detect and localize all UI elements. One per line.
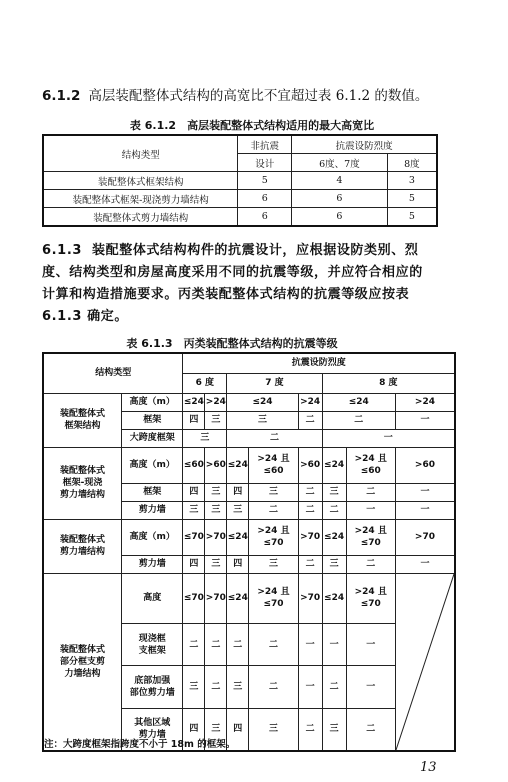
cell: ≤60: [183, 447, 205, 483]
cell: ≤24: [322, 447, 346, 483]
header-design: 设计: [238, 154, 292, 172]
cell: >24 且 ≤70: [346, 573, 395, 623]
cell: 一: [322, 429, 455, 447]
cell: 5: [238, 172, 292, 190]
table-6-1-2: [42, 134, 438, 227]
cell: 三: [205, 555, 227, 573]
cell: 4: [292, 172, 388, 190]
row-label: 其他区域 剪力墙: [122, 708, 183, 750]
cell: 二: [322, 501, 346, 519]
cell: 二: [227, 623, 249, 665]
row-label: 高度（m）: [122, 393, 183, 411]
diagonal-line: [396, 574, 454, 750]
cell: 三: [205, 411, 227, 429]
clause-6-1-2: [42, 86, 482, 106]
cell: 三: [205, 708, 227, 750]
table-note: 注：大跨度框架指跨度不小于 18m 的框架。: [44, 739, 236, 750]
clause-line: [42, 240, 472, 262]
table-row: [43, 172, 437, 190]
cell: >24 且 ≤70: [249, 573, 298, 623]
cell: 二: [298, 708, 322, 750]
cell: 6: [292, 208, 388, 227]
header-non-seismic: 非抗震: [238, 135, 292, 154]
clause-6-1-3: [42, 240, 472, 328]
cell: ≤24: [227, 519, 249, 555]
cell: >24 且 ≤60: [249, 447, 298, 483]
cell: 二: [205, 666, 227, 708]
cell: 三: [205, 483, 227, 501]
cell: 三: [249, 708, 298, 750]
cell: 三: [249, 483, 298, 501]
cell: 一: [346, 666, 395, 708]
cell: 二: [298, 501, 322, 519]
cell: 三: [227, 501, 249, 519]
cell: ≤24: [322, 393, 395, 411]
cell: 二: [346, 555, 395, 573]
header-struct-type: 结构类型: [43, 353, 183, 393]
table-6-1-2-caption: 表 6.1.2 高层装配整体式结构适用的最大高宽比: [129, 119, 375, 132]
cell: >70: [205, 519, 227, 555]
cell: 三: [183, 501, 205, 519]
cell: 二: [249, 623, 298, 665]
cell: 三: [183, 429, 227, 447]
clause-line: 6.1.3 确定。: [42, 309, 128, 324]
group-name: 装配整体式 剪力墙结构: [43, 519, 122, 573]
cell: 二: [249, 501, 298, 519]
row-label: 剪力墙: [122, 555, 183, 573]
cell: 6: [292, 190, 388, 208]
cell: 四: [183, 555, 205, 573]
row-label: 框架: [122, 411, 183, 429]
group-name: 装配整体式 框架结构: [43, 393, 122, 447]
cell: 四: [227, 708, 249, 750]
clause-text: 装配整体式结构构件的抗震设计，应根据设防类别、烈: [92, 243, 419, 258]
page-number: 13: [420, 760, 437, 775]
cell: ≤24: [322, 519, 346, 555]
cell: 一: [346, 501, 395, 519]
cell: ≤24: [183, 393, 205, 411]
table-row: [43, 190, 437, 208]
cell: 四: [227, 555, 249, 573]
cell: 二: [298, 555, 322, 573]
cell: 一: [298, 623, 322, 665]
cell: >24 且 ≤60: [346, 447, 395, 483]
cell: 二: [322, 666, 346, 708]
cell: >60: [298, 447, 322, 483]
header-deg7: 7 度: [227, 373, 322, 393]
row-label: 剪力墙: [122, 501, 183, 519]
clause-number: 6.1.2: [42, 88, 81, 104]
clause-line: 计算和构造措施要求。丙类装配整体式结构的抗震等级应按表: [42, 287, 410, 302]
cell: >24: [205, 393, 227, 411]
not-applicable-cell: [395, 573, 455, 751]
cell: >70: [298, 519, 322, 555]
cell: 四: [183, 411, 205, 429]
row-label: 高度（m）: [122, 519, 183, 555]
cell: >70: [298, 573, 322, 623]
cell: 三: [227, 411, 298, 429]
table-6-1-3-caption: 表 6.1.3 丙类装配整体式结构的抗震等级: [126, 337, 338, 350]
header-seismic-intensity: 抗震设防烈度: [292, 135, 437, 154]
cell: 三: [322, 555, 346, 573]
table-6-1-3: [42, 352, 456, 752]
row-type: 装配整体式剪力墙结构: [43, 208, 238, 227]
cell: 三: [249, 555, 298, 573]
cell: 二: [227, 429, 322, 447]
cell: 6: [238, 190, 292, 208]
group-name: 装配整体式 框架-现浇 剪力墙结构: [43, 447, 122, 519]
clause-line: 度、结构类型和房屋高度采用不同的抗震等级，并应符合相应的: [42, 265, 423, 280]
row-label: 高度（m）: [122, 447, 183, 483]
cell: 一: [395, 501, 455, 519]
cell: 6: [238, 208, 292, 227]
cell: 二: [298, 483, 322, 501]
cell: 二: [183, 623, 205, 665]
cell: 二: [322, 411, 395, 429]
cell: 二: [298, 411, 322, 429]
cell: 三: [227, 666, 249, 708]
group-name: 装配整体式 部分框支剪 力墙结构: [43, 573, 122, 751]
table-row: [43, 208, 437, 227]
cell: 二: [346, 708, 395, 750]
cell: 三: [205, 501, 227, 519]
cell: 三: [322, 483, 346, 501]
cell: ≤70: [183, 573, 205, 623]
cell: ≤24: [227, 393, 298, 411]
cell: 三: [183, 666, 205, 708]
cell: >24 且 ≤70: [346, 519, 395, 555]
header-deg8: 8 度: [322, 373, 455, 393]
cell: ≤24: [227, 447, 249, 483]
clause-number: 6.1.3: [42, 243, 83, 258]
cell: 3: [387, 172, 437, 190]
header-seismic-intensity: 抗震设防烈度: [183, 353, 455, 373]
cell: 四: [227, 483, 249, 501]
clause-text: 高层装配整体式结构的高宽比不宜超过表 6.1.2 的数值。: [88, 88, 429, 104]
header-deg6: 6 度: [183, 373, 227, 393]
cell: ≤70: [183, 519, 205, 555]
cell: >60: [205, 447, 227, 483]
cell: 二: [249, 666, 298, 708]
cell: 5: [387, 208, 437, 227]
cell: 四: [183, 483, 205, 501]
cell: >60: [395, 447, 455, 483]
cell: >24: [395, 393, 455, 411]
cell: >70: [395, 519, 455, 555]
cell: 一: [395, 555, 455, 573]
cell: >24 且 ≤70: [249, 519, 298, 555]
header-struct-type: 结构类型: [43, 135, 238, 172]
cell: 一: [322, 623, 346, 665]
row-type: 装配整体式框架结构: [43, 172, 238, 190]
row-label: 高度: [122, 573, 183, 623]
cell: 四: [183, 708, 205, 750]
cell: 一: [395, 483, 455, 501]
cell: 二: [205, 623, 227, 665]
cell: 一: [395, 411, 455, 429]
cell: 一: [298, 666, 322, 708]
row-label: 底部加强 部位剪力墙: [122, 666, 183, 708]
header-deg8: 8度: [387, 154, 437, 172]
cell: ≤24: [227, 573, 249, 623]
cell: ≤24: [322, 573, 346, 623]
row-type: 装配整体式框架-现浇剪力墙结构: [43, 190, 238, 208]
row-label: 大跨度框架: [122, 429, 183, 447]
cell: 5: [387, 190, 437, 208]
cell: >24: [298, 393, 322, 411]
cell: >70: [205, 573, 227, 623]
header-deg67: 6度、7度: [292, 154, 388, 172]
cell: 三: [322, 708, 346, 750]
row-label: 现浇框 支框架: [122, 623, 183, 665]
cell: 一: [346, 623, 395, 665]
row-label: 框架: [122, 483, 183, 501]
cell: 二: [346, 483, 395, 501]
